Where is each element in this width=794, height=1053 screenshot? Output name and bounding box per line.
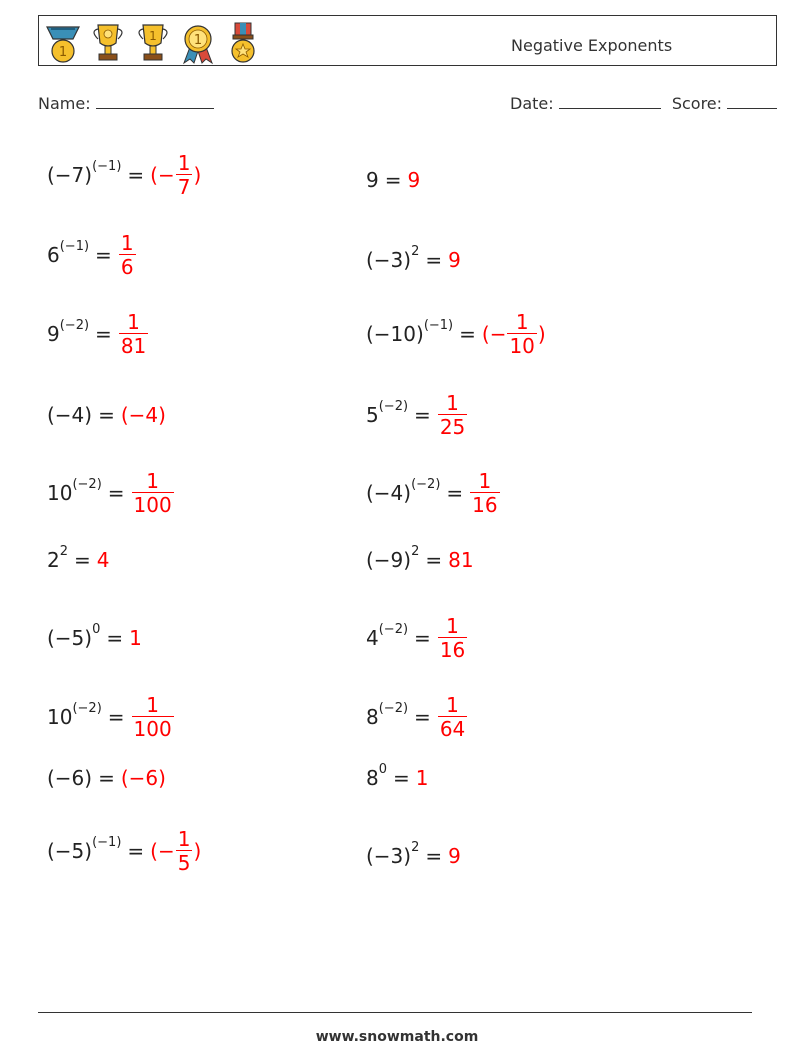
fraction-numerator: 1 xyxy=(446,692,459,717)
problem-item xyxy=(366,150,420,210)
problem-exponent: (−2) xyxy=(378,621,409,637)
header-box xyxy=(38,15,777,66)
answer-value: 1 xyxy=(415,766,429,790)
fraction-numerator: 1 xyxy=(478,468,492,493)
problem-base: (−4) xyxy=(366,481,412,505)
problem-exponent: (−2) xyxy=(72,476,102,492)
fraction-numerator: 1 xyxy=(177,150,191,175)
problem-exponent: (−1) xyxy=(92,834,122,850)
problem-exponent: (−1) xyxy=(59,238,90,254)
problem-base: (−3) xyxy=(366,248,412,272)
equals-sign: = xyxy=(425,248,443,272)
date-label: Date: xyxy=(510,94,554,113)
fraction-numerator: 1 xyxy=(446,390,459,415)
answer-value: (−4) xyxy=(120,403,166,427)
answer-value: 4 xyxy=(96,548,110,572)
problem-exponent: (−2) xyxy=(59,317,90,333)
problem-base: 9 xyxy=(366,168,379,192)
problem-base: 10 xyxy=(47,705,73,729)
problem-exponent: 0 xyxy=(378,761,388,777)
answer xyxy=(150,828,201,875)
problem-exponent: 2 xyxy=(411,543,420,559)
svg-text:1: 1 xyxy=(58,45,68,60)
fraction-numerator: 1 xyxy=(515,309,529,334)
problem-base: 8 xyxy=(366,766,379,790)
answer-fraction xyxy=(176,152,193,199)
problem-item xyxy=(366,385,468,445)
fraction-numerator: 1 xyxy=(146,692,159,717)
equals-sign: = xyxy=(446,481,464,505)
problem-item xyxy=(366,463,501,523)
problem-item xyxy=(366,748,429,808)
name-field xyxy=(38,94,214,113)
problem-item xyxy=(366,230,461,290)
problem-base: 6 xyxy=(47,243,60,267)
answer-fraction xyxy=(119,232,136,279)
equals-sign: = xyxy=(459,322,476,346)
problem-base: (−5) xyxy=(47,839,93,863)
problem-exponent: 2 xyxy=(411,839,420,855)
date-blank[interactable] xyxy=(559,94,661,109)
problem-exponent: 0 xyxy=(92,621,101,637)
problem-item xyxy=(47,687,175,747)
answer xyxy=(121,766,166,790)
answer-value: 9 xyxy=(448,248,461,272)
fraction-numerator: 1 xyxy=(120,230,134,255)
problem-base: (−3) xyxy=(366,844,412,868)
fraction-denominator: 10 xyxy=(509,333,535,358)
problem-item xyxy=(366,304,546,364)
answer-prefix: (− xyxy=(481,322,507,346)
name-blank[interactable] xyxy=(96,94,214,109)
answer-fraction xyxy=(438,615,467,662)
equals-sign: = xyxy=(95,243,112,267)
problem-item xyxy=(47,608,142,668)
answer xyxy=(448,844,461,868)
name-label: Name: xyxy=(38,94,91,113)
problem-item xyxy=(47,145,201,205)
equals-sign: = xyxy=(384,168,402,192)
page-title: Negative Exponents xyxy=(511,36,673,55)
problem-base: 9 xyxy=(47,322,60,346)
trophy-icon xyxy=(88,21,128,65)
answer xyxy=(118,232,137,279)
equals-sign: = xyxy=(425,844,443,868)
answer xyxy=(408,168,421,192)
equals-sign: = xyxy=(98,766,115,790)
answer xyxy=(118,311,149,358)
answer xyxy=(150,152,201,199)
answer-fraction xyxy=(470,470,499,517)
problem-item xyxy=(47,304,149,364)
problem-item xyxy=(47,225,137,285)
problem-exponent: (−1) xyxy=(423,317,454,333)
problem-item xyxy=(47,385,166,445)
problem-item xyxy=(47,821,201,881)
problem-base: (−10) xyxy=(366,322,424,346)
equals-sign: = xyxy=(393,766,410,790)
problem-item xyxy=(366,687,468,747)
answer xyxy=(437,694,468,741)
answer-prefix: (− xyxy=(150,163,175,187)
answer-fraction xyxy=(438,392,467,439)
equals-sign: = xyxy=(107,705,125,729)
date-score-field xyxy=(510,94,777,113)
problem-base: (−9) xyxy=(366,548,412,572)
answer xyxy=(437,615,468,662)
problem-item xyxy=(47,530,110,590)
equals-sign: = xyxy=(106,626,124,650)
problem-base: 8 xyxy=(366,705,379,729)
answer-fraction xyxy=(507,311,536,358)
problem-item xyxy=(366,826,461,886)
fraction-numerator: 1 xyxy=(446,613,459,638)
problem-base: 10 xyxy=(47,481,73,505)
rosette-icon xyxy=(178,21,218,65)
problem-item xyxy=(47,463,175,523)
problem-exponent: (−2) xyxy=(72,700,102,716)
answer xyxy=(416,766,429,790)
problem-exponent: (−2) xyxy=(378,398,409,414)
answer xyxy=(121,403,166,427)
answer-suffix: ) xyxy=(537,322,546,346)
answer-value: (−6) xyxy=(120,766,166,790)
svg-text:1: 1 xyxy=(149,29,157,43)
answer-fraction xyxy=(132,694,174,741)
equals-sign: = xyxy=(107,481,125,505)
trophy-cup-icon xyxy=(133,21,173,65)
answer-value: 81 xyxy=(448,548,474,572)
problem-exponent: 2 xyxy=(59,543,69,559)
equals-sign: = xyxy=(425,548,443,572)
star-medal-icon xyxy=(223,21,263,65)
problem-base: (−7) xyxy=(47,163,93,187)
equals-sign: = xyxy=(414,705,431,729)
problem-base: 2 xyxy=(47,548,60,572)
svg-text:1: 1 xyxy=(193,33,203,48)
answer-fraction xyxy=(176,828,193,875)
equals-sign: = xyxy=(127,839,145,863)
answer-suffix: ) xyxy=(193,163,202,187)
answer-fraction xyxy=(438,694,467,741)
footer-divider xyxy=(38,1012,752,1013)
problem-item xyxy=(47,748,166,808)
problem-exponent: (−1) xyxy=(92,158,122,174)
answer xyxy=(129,626,142,650)
problem-base: 5 xyxy=(366,403,379,427)
icon-strip xyxy=(43,21,263,65)
answer xyxy=(448,548,473,572)
equals-sign: = xyxy=(95,322,112,346)
fraction-denominator: 16 xyxy=(439,637,466,662)
fraction-denominator: 100 xyxy=(133,716,172,741)
answer-value: 9 xyxy=(448,844,461,868)
answer xyxy=(131,470,175,517)
fraction-denominator: 6 xyxy=(120,254,134,279)
fraction-denominator: 5 xyxy=(177,850,191,875)
answer-value: 1 xyxy=(129,626,142,650)
problem-base: (−4) xyxy=(47,403,93,427)
problem-item xyxy=(366,608,468,668)
equals-sign: = xyxy=(127,163,145,187)
fraction-denominator: 100 xyxy=(133,492,172,517)
answer-value: 9 xyxy=(407,168,421,192)
answer-prefix: (− xyxy=(150,839,175,863)
equals-sign: = xyxy=(414,403,431,427)
answer-suffix: ) xyxy=(193,839,202,863)
equals-sign: = xyxy=(74,548,91,572)
footer-site: www.snowmath.com xyxy=(315,1029,479,1045)
fraction-numerator: 1 xyxy=(127,309,140,334)
score-label: Score: xyxy=(671,94,723,113)
fraction-denominator: 16 xyxy=(472,492,498,517)
fraction-denominator: 7 xyxy=(177,174,191,199)
problem-exponent: 2 xyxy=(411,243,420,259)
answer xyxy=(469,470,500,517)
problem-exponent: (−2) xyxy=(411,476,441,492)
answer xyxy=(131,694,175,741)
answer xyxy=(482,311,546,358)
fraction-numerator: 1 xyxy=(146,468,159,493)
fraction-denominator: 81 xyxy=(120,333,147,358)
equals-sign: = xyxy=(414,626,431,650)
fraction-denominator: 25 xyxy=(439,414,466,439)
score-blank[interactable] xyxy=(727,94,777,109)
answer xyxy=(437,392,468,439)
problem-exponent: (−2) xyxy=(378,700,409,716)
fraction-numerator: 1 xyxy=(177,826,191,851)
answer-fraction xyxy=(132,470,174,517)
problem-base: 4 xyxy=(366,626,379,650)
answer xyxy=(448,248,461,272)
fraction-denominator: 64 xyxy=(439,716,466,741)
problem-base: (−5) xyxy=(47,626,93,650)
equals-sign: = xyxy=(98,403,115,427)
problem-base: (−6) xyxy=(47,766,93,790)
answer xyxy=(97,548,110,572)
problem-item xyxy=(366,530,474,590)
answer-fraction xyxy=(119,311,148,358)
medal-ribbon-icon xyxy=(43,21,83,65)
